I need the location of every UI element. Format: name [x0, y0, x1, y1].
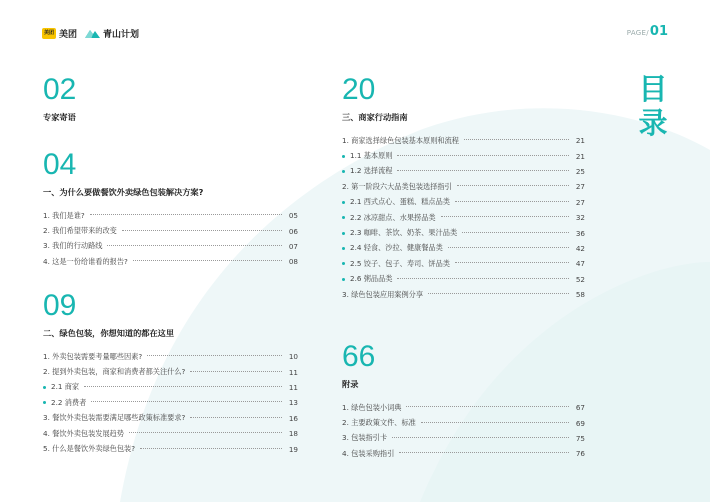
toc-entry-page: 16 [288, 413, 298, 423]
section-expert-message [43, 73, 298, 124]
section-number: 09 [43, 289, 77, 322]
toc-entry-page: 07 [288, 241, 298, 251]
toc-entry-page: 58 [575, 290, 585, 300]
toc-entry-page: 11 [288, 367, 298, 377]
toc-entry-label: 3. 餐饮外卖包装需要满足哪些政策标准要求? [43, 413, 186, 423]
bullet-dot-icon [43, 386, 46, 389]
toc-entry[interactable] [342, 241, 585, 256]
toc-entry[interactable] [342, 431, 585, 446]
dotted-leader [90, 214, 282, 215]
meituan-logo-text: 美团 [59, 29, 78, 40]
page-indicator [627, 24, 668, 39]
toc-entry-label: 4. 这是一份给谁看的报告? [43, 256, 128, 266]
toc-entry-page: 21 [575, 151, 585, 161]
meituan-logo [42, 27, 77, 40]
toc-entry-label: 1.1 基本原则 [350, 151, 393, 161]
toc-entry[interactable] [342, 400, 585, 415]
toc-entry-page: 19 [288, 444, 298, 454]
dotted-leader [397, 170, 569, 171]
section-title: 三、商家行动指南 [342, 112, 408, 122]
dotted-leader [392, 437, 569, 438]
toc-entry-page: 25 [575, 166, 585, 176]
page-label: PAGE/ [626, 29, 649, 37]
dotted-leader [140, 448, 282, 449]
toc-entry-page: 67 [575, 403, 585, 413]
toc-entry-label: 1. 绿色包装小词典 [342, 402, 402, 412]
toc-entry[interactable] [43, 441, 298, 456]
toc-entry[interactable] [342, 210, 585, 225]
section-number: 02 [43, 73, 77, 106]
dotted-leader [441, 216, 569, 217]
section-title: 附录 [342, 379, 359, 389]
toc-entry-page: 13 [288, 398, 298, 408]
toc-list [342, 133, 585, 302]
section-title: 一、为什么要做餐饮外卖绿色包装解决方案? [43, 187, 204, 197]
bullet-dot-icon [342, 201, 345, 204]
toc-entry-page: 47 [575, 259, 585, 269]
toc-entry[interactable] [342, 287, 585, 302]
dotted-leader [397, 155, 569, 156]
toc-entry[interactable] [342, 272, 585, 287]
toc-list [43, 349, 298, 457]
toc-entry[interactable] [43, 380, 298, 395]
dotted-leader [84, 386, 282, 387]
dotted-leader [129, 432, 282, 433]
toc-entry[interactable] [342, 446, 585, 461]
toc-entry-page: 36 [575, 228, 585, 238]
dotted-leader [147, 355, 282, 356]
toc-entry[interactable] [342, 164, 585, 179]
dotted-leader [397, 278, 569, 279]
toc-entry-label: 1. 我们是谁? [43, 210, 85, 220]
toc-entry[interactable] [43, 426, 298, 441]
toc-entry-label: 2.1 商家 [51, 382, 80, 392]
section-number: 20 [342, 73, 376, 106]
dotted-leader [464, 139, 569, 140]
meituan-logo-box: 美团 [42, 28, 56, 39]
toc-entry-page: 75 [575, 433, 585, 443]
dotted-leader [462, 232, 569, 233]
toc-entry-page: 52 [575, 274, 585, 284]
section-why-green-packaging [43, 148, 298, 270]
toc-entry[interactable] [43, 349, 298, 364]
contents-title [638, 72, 668, 140]
toc-entry-label: 3. 绿色包装应用案例分享 [342, 289, 424, 299]
toc-entry-label: 1. 商家选择绿色包装基本原则和流程 [342, 135, 459, 145]
toc-entry-label: 3. 我们的行动路线 [43, 241, 103, 251]
toc-entry-page: 76 [575, 449, 585, 459]
toc-entry-page: 42 [575, 243, 585, 253]
toc-entry[interactable] [342, 256, 585, 271]
mountain-icon [85, 28, 100, 38]
dotted-leader [190, 417, 282, 418]
dotted-leader [133, 260, 282, 261]
toc-entry-page: 08 [288, 257, 298, 267]
bullet-dot-icon [342, 170, 345, 173]
section-number: 66 [342, 340, 376, 373]
bullet-dot-icon [43, 401, 46, 404]
toc-entry-label: 2.2 冰凉甜点、水果捞品类 [350, 212, 436, 222]
toc-entry-label: 4. 餐饮外卖包装发展趋势 [43, 428, 125, 438]
toc-entry-page: 21 [575, 136, 585, 146]
dotted-leader [448, 247, 569, 248]
toc-entry[interactable] [43, 364, 298, 379]
toc-entry[interactable] [43, 239, 298, 254]
dotted-leader [457, 185, 569, 186]
dotted-leader [421, 422, 569, 423]
toc-entry-page: 32 [575, 213, 585, 223]
dotted-leader [190, 371, 282, 372]
toc-entry[interactable] [342, 415, 585, 430]
toc-entry-label: 2.5 饺子、包子、寿司、饼品类 [350, 258, 450, 268]
toc-entry-page: 11 [288, 382, 298, 392]
toc-entry-label: 1.2 选择流程 [350, 166, 393, 176]
toc-entry-label: 2.4 轻食、沙拉、健康餐品类 [350, 243, 443, 253]
toc-entry-page: 69 [575, 418, 585, 428]
section-merchant-guide [342, 73, 585, 302]
toc-entry[interactable] [342, 225, 585, 240]
bullet-dot-icon [342, 247, 345, 250]
dotted-leader [107, 245, 282, 246]
qingshan-logo [85, 27, 139, 40]
bullet-dot-icon [342, 232, 345, 235]
dotted-leader [91, 401, 282, 402]
bullet-dot-icon [342, 216, 345, 219]
section-title: 专家寄语 [43, 112, 76, 122]
toc-entry-label: 2.6 粥品品类 [350, 274, 393, 284]
contents-title-char-2: 录 [638, 106, 668, 140]
dotted-leader [406, 406, 569, 407]
dotted-leader [428, 293, 569, 294]
toc-entry[interactable] [342, 133, 585, 148]
toc-entry[interactable] [43, 208, 298, 223]
toc-entry-page: 27 [575, 182, 585, 192]
toc-entry-label: 1. 外卖包装需要考量哪些因素? [43, 351, 143, 361]
toc-entry-page: 06 [288, 226, 298, 236]
dotted-leader [455, 262, 569, 263]
toc-entry-label: 2. 我们希望带来的改变 [43, 226, 117, 236]
toc-entry-label: 2.3 咖啡、茶饮、奶茶、果汁品类 [350, 228, 458, 238]
toc-entry-page: 10 [288, 352, 298, 362]
toc-entry[interactable] [342, 179, 585, 194]
toc-entry-label: 2.2 消费者 [51, 397, 87, 407]
toc-entry-label: 2. 提到外卖包装，商家和消费者都关注什么? [43, 367, 186, 377]
contents-title-char-1: 目 [638, 72, 668, 106]
toc-entry[interactable] [342, 195, 585, 210]
header-logos [42, 25, 139, 41]
bullet-dot-icon [342, 278, 345, 281]
section-appendix [342, 340, 585, 462]
toc-entry-label: 5. 什么是餐饮外卖绿色包装? [43, 444, 136, 454]
dotted-leader [399, 452, 569, 453]
section-number: 04 [43, 148, 77, 181]
toc-entry-page: 18 [288, 429, 298, 439]
toc-entry[interactable] [342, 148, 585, 163]
section-title: 二、绿色包装，你想知道的都在这里 [43, 328, 175, 338]
bullet-dot-icon [342, 155, 345, 158]
toc-entry-label: 2.1 西式点心、蛋糕、糕点品类 [350, 197, 450, 207]
section-green-packaging-faq [43, 289, 298, 457]
toc-entry-label: 4. 包装采购指引 [342, 448, 395, 458]
toc-entry-label: 3. 包装指引卡 [342, 433, 388, 443]
toc-list [43, 208, 298, 270]
toc-list [342, 400, 585, 462]
qingshan-logo-text: 青山计划 [103, 29, 140, 40]
bullet-dot-icon [342, 262, 345, 265]
toc-entry[interactable] [43, 411, 298, 426]
toc-entry[interactable] [43, 395, 298, 410]
toc-entry-label: 2. 第一阶段六大品类包装选择指引 [342, 181, 452, 191]
toc-entry-page: 27 [575, 197, 585, 207]
toc-entry-label: 2. 主要政策文件、标准 [342, 418, 416, 428]
dotted-leader [122, 230, 282, 231]
toc-entry[interactable] [43, 223, 298, 238]
dotted-leader [455, 201, 569, 202]
page-number: 01 [649, 24, 668, 39]
toc-entry-page: 05 [288, 211, 298, 221]
toc-entry[interactable] [43, 254, 298, 269]
